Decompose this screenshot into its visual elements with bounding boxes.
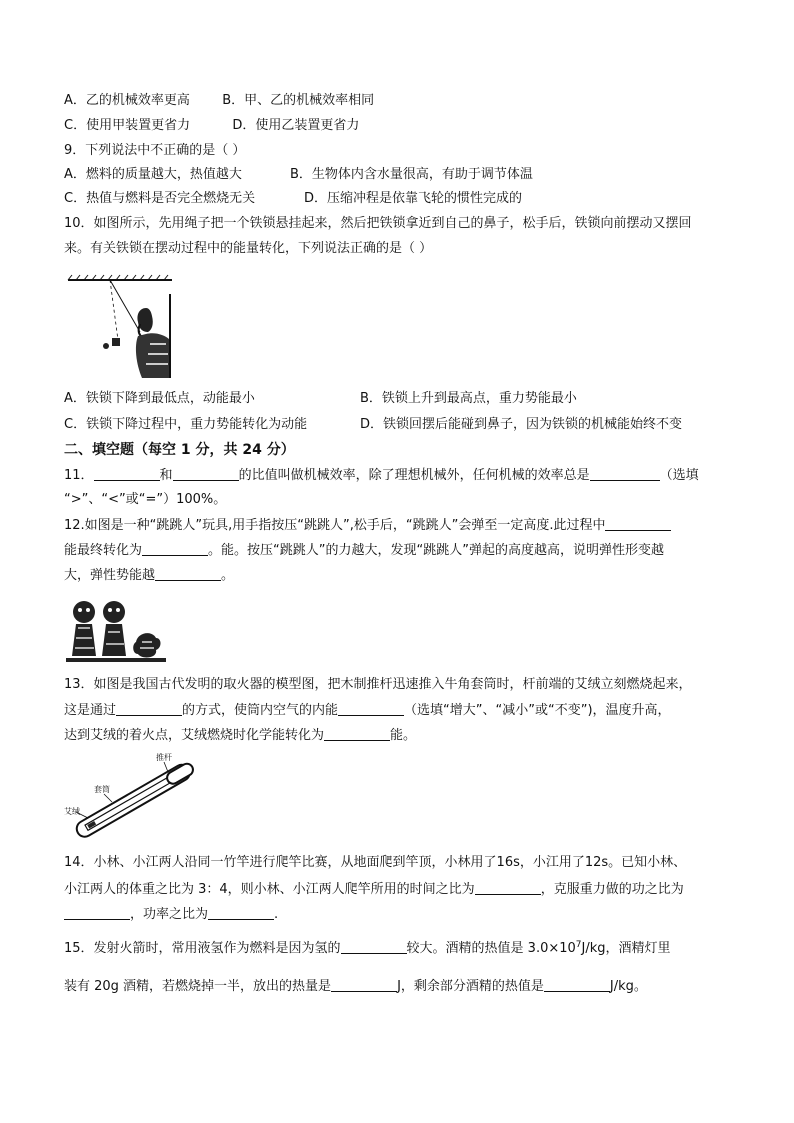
q11-text-2: 和 bbox=[159, 468, 173, 483]
q15-text-4: 装有 20g 酒精，若燃烧掉一半，放出的热量是 bbox=[64, 979, 332, 994]
q13-text-4: （选填“增大”、“减小”或“不变”)，温度升高， bbox=[404, 703, 671, 718]
q10-option-d: D．铁锁回摆后能碰到鼻子，因为铁锁的机械能始终不变 bbox=[360, 417, 683, 432]
q10-stem-line1: 10．如图所示，先用绳子把一个铁锁悬挂起来，然后把铁锁拿近到自己的鼻子，松手后，铁锁向前摆动又摆回 bbox=[64, 216, 692, 231]
q12-jumping-toy-figure bbox=[66, 598, 166, 664]
q13-line2 bbox=[64, 701, 671, 720]
q9-option-b: B．生物体内含水量很高，有助于调节体温 bbox=[290, 167, 533, 182]
q13-blank-1[interactable] bbox=[116, 701, 182, 716]
q13-fire-starter-figure bbox=[64, 752, 204, 844]
q15-line2 bbox=[64, 977, 647, 996]
q8-options-row2 bbox=[64, 117, 359, 135]
q12-blank-3[interactable] bbox=[155, 566, 221, 581]
section2-title: 二、填空题（每空 1 分，共 24 分） bbox=[64, 442, 295, 458]
q15-text-6: J/kg。 bbox=[609, 979, 647, 994]
q15-text-5: J，剩余部分酒精的热值是 bbox=[397, 979, 544, 994]
q8-option-c: C．使用甲装置更省力 bbox=[64, 118, 191, 133]
q15-exponent: 7 bbox=[575, 940, 582, 950]
q15-text-2: 较大。酒精的热值是 3.0×10 bbox=[406, 941, 576, 956]
q14-blank-2[interactable] bbox=[64, 905, 130, 920]
q10-option-a: A．铁锁下降到最低点，动能最小 bbox=[64, 391, 255, 406]
q13-text-5: 达到艾绒的着火点，艾绒燃烧时化学能转化为 bbox=[64, 728, 325, 743]
q13-line1: 13．如图是我国古代发明的取火器的模型图，把木制推杆迅速推入牛角套筒时，杆前端的艾绒立刻燃烧起来， bbox=[64, 677, 692, 692]
q13-blank-3[interactable] bbox=[324, 726, 390, 741]
q12-text-1: 12.如图是一种“跳跳人”玩具,用手指按压“跳跳人”,松手后，“跳跳人”会弹至一定高度.此过程中 bbox=[64, 518, 606, 533]
q14-text-2: 小江两人的体重之比为 3：4，则小林、小江两人爬竿所用的时间之比为 bbox=[64, 882, 475, 897]
q14-blank-1[interactable] bbox=[475, 880, 541, 895]
q12-blank-1[interactable] bbox=[605, 516, 671, 531]
q13-text-6: 能。 bbox=[390, 728, 417, 743]
q13-fig-label-rod: 推杆 bbox=[156, 753, 172, 762]
q11-text-3: 的比值叫做机械效率，除了理想机械外，任何机械的效率总是 bbox=[238, 468, 590, 483]
q12-blank-2[interactable] bbox=[142, 541, 208, 556]
q15-blank-2[interactable] bbox=[331, 977, 397, 992]
q11-blank-1[interactable] bbox=[94, 466, 160, 481]
q11-text-1: 11． bbox=[64, 468, 94, 483]
q9-option-d: D．压缩冲程是依靠飞轮的惯性完成的 bbox=[304, 191, 523, 206]
q13-blank-2[interactable] bbox=[338, 701, 404, 716]
q13-text-3: 的方式，使筒内空气的内能 bbox=[182, 703, 339, 718]
q12-line1 bbox=[64, 516, 671, 535]
q8-options-row1 bbox=[64, 92, 374, 110]
q14-blank-3[interactable] bbox=[208, 905, 274, 920]
q10-option-b: B．铁锁上升到最高点，重力势能最小 bbox=[360, 391, 577, 406]
q15-text-1: 15．发射火箭时，常用液氢作为燃料是因为氢的 bbox=[64, 941, 341, 956]
q13-fig-label-tube: 套筒 bbox=[94, 785, 110, 794]
q14-text-4: ，功率之比为 bbox=[130, 907, 209, 922]
q11-text-4: （选填 bbox=[659, 468, 699, 483]
q13-text-2: 这是通过 bbox=[64, 703, 117, 718]
q11-line2: “>”、“<”或“=”）100%。 bbox=[64, 492, 227, 507]
q12-line3 bbox=[64, 566, 234, 585]
q14-text-3: ，克服重力做的功之比为 bbox=[540, 882, 684, 897]
q9-option-a: A．燃料的质量越大，热值越大 bbox=[64, 167, 242, 182]
q14-text-5: . bbox=[274, 907, 279, 922]
q9-stem: 9．下列说法中不正确的是（ ） bbox=[64, 143, 246, 158]
q12-text-4: 大，弹性势能越 bbox=[64, 568, 156, 583]
q12-text-2: 能最终转化为 bbox=[64, 543, 143, 558]
q15-blank-3[interactable] bbox=[544, 977, 610, 992]
q8-option-b: B．甲、乙的机械效率相同 bbox=[222, 93, 375, 108]
q9-option-c: C．热值与燃料是否完全燃烧无关 bbox=[64, 191, 256, 206]
q12-line2 bbox=[64, 541, 664, 560]
q14-line3 bbox=[64, 905, 278, 924]
q14-line1: 14．小林、小江两人沿同一竹竿进行爬竿比赛，从地面爬到竿顶，小林用了16s，小江用了12s。已知小林、 bbox=[64, 855, 687, 870]
q11-blank-2[interactable] bbox=[173, 466, 239, 481]
q10-iron-lock-figure bbox=[66, 274, 176, 382]
q8-option-a: A．乙的机械效率更高 bbox=[64, 93, 190, 108]
q15-line1 bbox=[64, 936, 671, 958]
q10-option-c: C．铁锁下降过程中，重力势能转化为动能 bbox=[64, 417, 308, 432]
q14-line2 bbox=[64, 880, 684, 899]
q15-blank-1[interactable] bbox=[341, 939, 407, 954]
q11-blank-3[interactable] bbox=[590, 466, 660, 481]
q12-text-5: 。 bbox=[221, 568, 235, 583]
q13-fig-label-moxa: 艾绒 bbox=[64, 807, 80, 816]
q15-text-3: J/kg，酒精灯里 bbox=[581, 941, 671, 956]
q8-option-d: D．使用乙装置更省力 bbox=[232, 118, 360, 133]
q12-text-3: 。能。按压“跳跳人”的力越大，发现“跳跳人”弹起的高度越高，说明弹性形变越 bbox=[208, 543, 664, 558]
q10-stem-line2: 来。有关铁锁在摆动过程中的能量转化，下列说法正确的是（ ） bbox=[64, 241, 433, 256]
q13-line3 bbox=[64, 726, 416, 745]
q11-line1 bbox=[64, 466, 699, 485]
